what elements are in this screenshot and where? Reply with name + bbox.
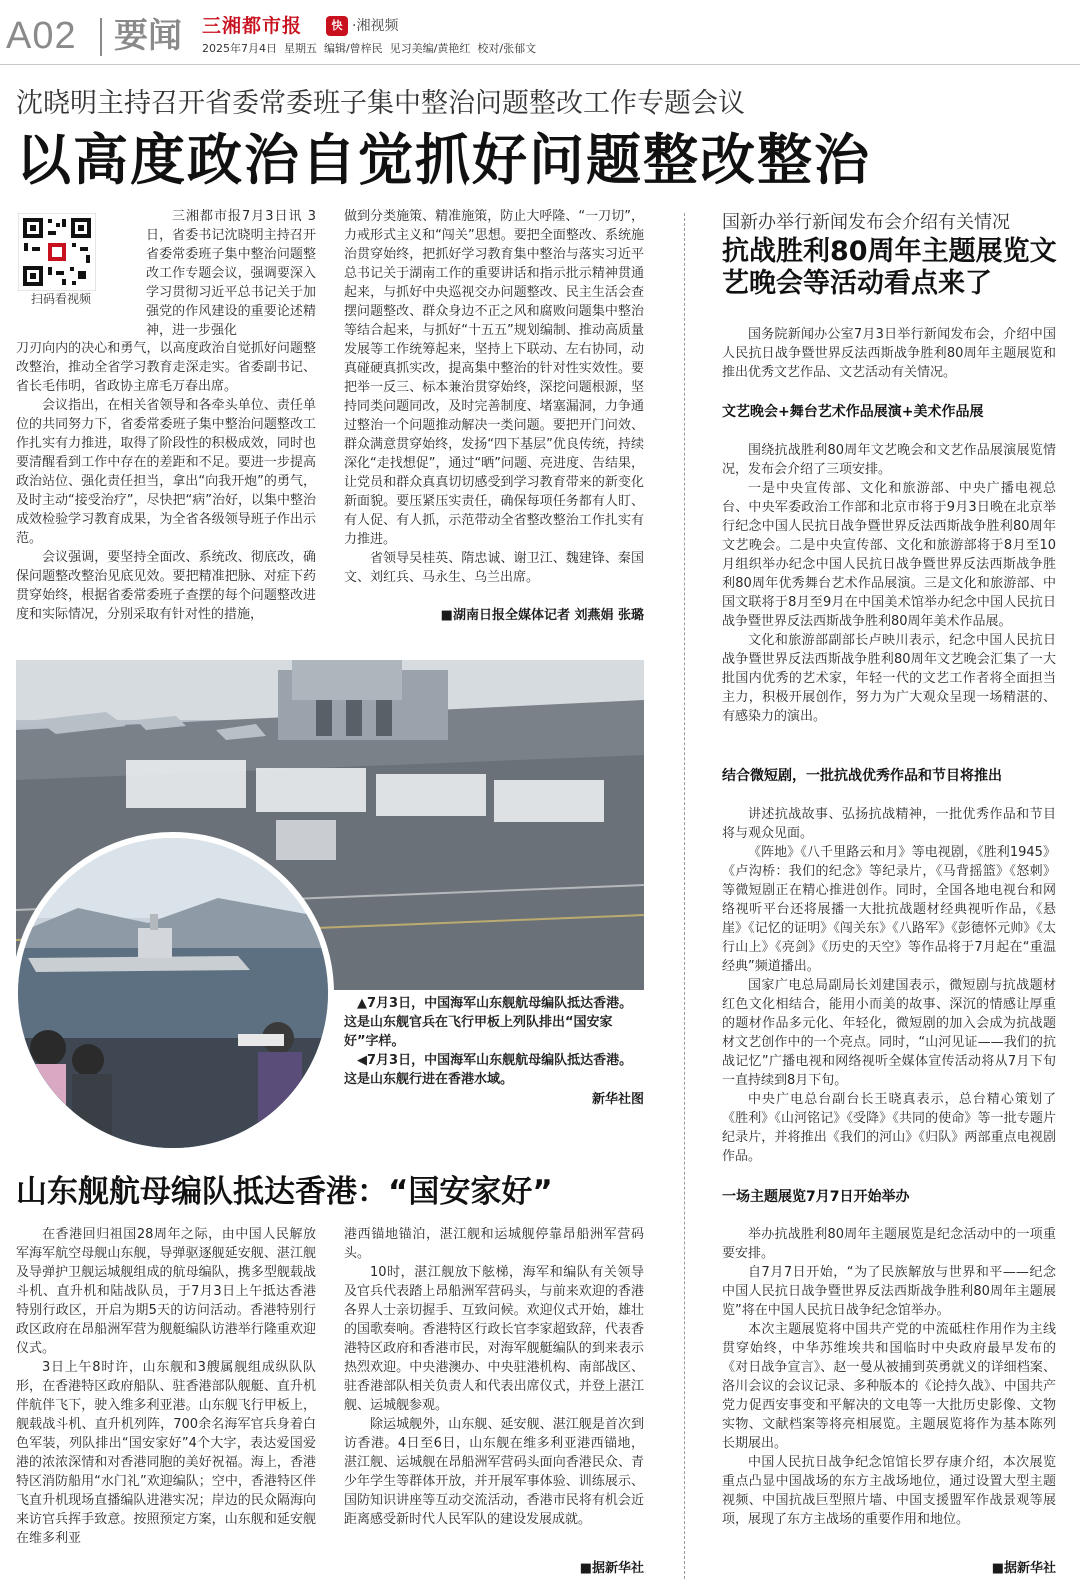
right-byline: ■据新华社 xyxy=(991,1561,1056,1576)
right-paragraph: 围绕抗战胜利80周年文艺晚会和文艺作品展演展览情况，发布会介绍了三项安排。 xyxy=(722,443,1056,477)
lead-intro-text: 三湘都市报7月3日讯 3日，省委书记沈晓明主持召开省委常委班子集中整治问题整改工作专题会议，强调要深入学习贯彻习近平总书记关于加强党的作风建设的重要论述精神，进一步强化 xyxy=(146,209,316,338)
story2-paragraph: 在香港回归祖国28周年之际，由中国人民解放军海军航空母舰山东舰，导弹驱逐舰延安舰、湛江舰及导弹护卫舰运城舰组成的航母编队，携多型舰载战斗机、直升机和陆战队员，于7月3日上午抵达香港特别行政区，开启为期5天的访问活动。香港特别行政区政府在昂船洲军营为舰艇编队访港举行隆重欢迎仪式。 xyxy=(16,1227,316,1356)
right-subhead-3: 一场主题展览7月7日开始举办 xyxy=(722,1189,910,1205)
lead-paragraph: 省领导吴桂英、隋忠诚、谢卫江、魏建锋、秦国文、刘红兵、马永生、乌兰出席。 xyxy=(344,551,644,585)
lead-intro xyxy=(146,207,316,339)
story2-column-2 xyxy=(344,1225,644,1560)
brand-badge-icon: 快 xyxy=(326,16,348,36)
lead-column-1 xyxy=(16,339,316,625)
right-paragraph: 国家广电总局副局长刘建国表示，微短剧与抗战题材红色文化相结合，能用小而美的故事、深沉的情感让厚重的题材作品多元化、年轻化，微短剧的加入会成为抗战题材文艺创作中的一个亮点。同时，“山河见证——我们的抗战记忆”广播电视和网络视听全媒体宣传活动将从7月下旬一直持续到8月下旬。 xyxy=(722,978,1056,1088)
photo-captions xyxy=(344,994,644,1089)
masthead-rule xyxy=(0,64,1080,65)
right-subhead-2: 结合微短剧，一批抗战优秀作品和节目将推出 xyxy=(722,768,1002,784)
right-paragraph: 举办抗战胜利80周年主题展览是纪念活动中的一项重要安排。 xyxy=(722,1227,1056,1261)
right-paragraph: 《阵地》《八千里路云和月》等电视剧，《胜利1945》《卢沟桥：我们的纪念》等纪录片，《马背摇篮》《怒刺》等微短剧正在精心推进创作。同时，全国各地电视台和网络视听平台还将展播一大批抗战题材经典视听作品，《悬崖》《记忆的证明》《闯关东》《八路军》《彭德怀元帅》《太行山上》《亮剑》《历史的天空》等作品将于7月起在“重温经典”频道播出。 xyxy=(722,845,1056,974)
masthead-meta: 2025年7月4日 星期五 编辑/曾梓民 见习美编/黄艳红 校对/张郁文 xyxy=(202,42,537,55)
lead-paragraph: 做到分类施策、精准施策，防止大呼隆、“一刀切”，力戒形式主义和“闯关”思想。要把全面整改、系统施治贯穿始终，把抓好学习教育集中整治与落实习近平总书记关于湖南工作的重要讲话和指示批示精神贯通起来，与抓好中央巡视交办问题整改、民主生活会查摆问题整改、群众身边不正之风和腐败问题集中整治等结合起来，与抓好“十五五”规划编制、推动高质量发展等工作统筹起来，坚持上下联动、左右协同，动真碰硬真抓实改，提高集中整治的针对性实效性。要把举一反三、标本兼治贯穿始终，深挖问题根源，坚持同类问题同改，及时完善制度、堵塞漏洞，力争通过整治一个问题推动解决一类问题。要把开门问效、群众满意贯穿始终，发扬“四下基层”优良传统，持续深化“走找想促”，通过“晒”问题、亮进度、告结果，让党员和群众真真切切感受到学习教育带来的新变化新面貌。要压紧压实责任，确保每项任务都有人盯、有人促、有人抓，示范带动全省整改整治工作扎实有力推进。 xyxy=(344,209,644,547)
right-subhead-1: 文艺晚会+舞台艺术作品展演+美术作品展 xyxy=(722,404,984,420)
story2-column-1 xyxy=(16,1225,316,1580)
right-paragraph: 讲述抗战故事、弘扬抗战精神，一批优秀作品和节目将与观众见面。 xyxy=(722,807,1056,841)
lead-kicker: 沈晓明主持召开省委常委班子集中整治问题整改工作专题会议 xyxy=(16,88,745,119)
story2-paragraph: 10时，湛江舰放下舷梯，海军和编队有关领导及官兵代表踏上昂船洲军营码头，与前来欢迎的香港各界人士亲切握手、互致问候。欢迎仪式开始，雄壮的国歌奏响。香港特区行政长官李家超致辞，代表香港特区政府和香港市民，对海军舰艇编队的到来表示热烈欢迎。中央港澳办、中央驻港机构、南部战区、驻香港部队相关负责人和代表出席仪式，并登上湛江舰、运城舰参观。 xyxy=(344,1265,644,1413)
right-intro-text: 国务院新闻办公室7月3日举行新闻发布会，介绍中国人民抗日战争暨世界反法西斯战争胜利80周年主题展览和推出优秀文艺作品、文艺活动有关情况。 xyxy=(722,327,1056,380)
right-headline: 抗战胜利80周年主题展览文艺晚会等活动看点来了 xyxy=(722,236,1057,299)
photo-credit: 新华社图 xyxy=(591,1092,644,1107)
lead-paragraph: 刀刃向内的决心和勇气，以高度政治自觉抓好问题整改整治，推动全省学习教育走深走实。省委副书记、省长毛伟明，省政协主席毛万春出席。 xyxy=(16,341,316,394)
story2-byline: ■据新华社 xyxy=(579,1561,644,1576)
section-name: 要闻 xyxy=(114,16,182,56)
lead-byline: ■湖南日报全媒体记者 刘燕娟 张璐 xyxy=(440,608,644,623)
carrier-harbor-photo xyxy=(12,832,334,1154)
lead-paragraph: 会议指出，在相关省领导和各牵头单位、责任单位的共同努力下，省委常委班子集中整治问题整改工作扎实有力推进，取得了阶段性的积极成效，同时也要清醒看到工作中存在的差距和不足。要进一步提高政治站位、强化责任担当，拿出“向我开炮”的勇气，及时主动“接受治疗”，尽快把“病”治好，以集中整治成效检验学习教育成果，为全省各级领导班子作出示范。 xyxy=(16,398,316,546)
lead-column-2 xyxy=(344,207,644,607)
lead-headline: 以高度政治自觉抓好问题整改整治 xyxy=(16,128,872,192)
column-divider xyxy=(684,213,685,1579)
right-paragraph: 自7月7日开始，“为了民族解放与世界和平——纪念中国人民抗日战争暨世界反法西斯战争胜利80周年主题展览”将在中国人民抗日战争纪念馆举办。 xyxy=(722,1265,1056,1318)
story2-headline: 山东舰航母编队抵达香港：“国安家好” xyxy=(16,1174,553,1210)
story2-paragraph: 除运城舰外，山东舰、延安舰、湛江舰是首次到访香港。4日至6日，山东舰在维多利亚港西锚地，湛江舰、运城舰在昂船洲军营码头面向香港民众、青少年学生等群体开放，并开展军事体验、训练展示、国防知识讲座等互动交流活动，香港市民将有机会近距离感受新时代人民军队的建设发展成就。 xyxy=(344,1417,644,1527)
right-kicker: 国新办举行新闻发布会介绍有关情况 xyxy=(722,212,1010,233)
right-paragraph: 文化和旅游部副部长卢映川表示，纪念中国人民抗日战争暨世界反法西斯战争胜利80周年文艺晚会汇集了一大批国内优秀的艺术家，年轻一代的文艺工作者将全面担当主力，积极开展创作，努力为广大观众呈现一场精湛的、有感染力的演出。 xyxy=(722,633,1056,724)
photo-caption-1: ▲7月3日，中国海军山东舰航母编队抵达香港。这是山东舰官兵在飞行甲板上列队排出“国安家好”字样。 xyxy=(344,996,633,1049)
story2-paragraph: 3日上午8时许，山东舰和3艘属舰组成纵队队形，在香港特区政府船队、驻香港部队舰艇、直升机伴航伴飞下，驶入维多利亚港。山东舰飞行甲板上，舰载战斗机、直升机列阵，700余名海军官兵身着白色军装，列队排出“国安家好”4个大字，表达爱国爱港的浓浓深情和对香港同胞的美好祝福。海上，香港特区消防船用“水门礼”欢迎编队；空中，香港特区伴飞直升机现场直播编队进港实况；岸边的民众隔海向来访官兵挥手致意。按照预定方案，山东舰和延安舰在维多利亚 xyxy=(16,1360,316,1546)
page-number: A02 xyxy=(6,15,77,57)
photo-caption-2: ◀7月3日，中国海军山东舰航母编队抵达香港。这是山东舰行进在香港水域。 xyxy=(344,1053,633,1087)
lead-paragraph: 会议强调，要坚持全面改、系统改、彻底改，确保问题整改整治见底见效。要把精准把脉、对症下药贯穿始终，根据省委常委班子查摆的每个问题整改进度和实际情况，分别采取有针对性的措施， xyxy=(16,550,316,622)
video-brand: ·湘视频 xyxy=(352,18,399,34)
qr-code-icon[interactable] xyxy=(18,213,96,291)
right-paragraph: 中国人民抗日战争纪念馆馆长罗存康介绍，本次展览重点凸显中国战场的东方主战场地位，通过设置大型主题视频、中国抗战巨型照片墙、中国支援盟军作战景观等展项，展现了东方主战场的重要作用和地位。 xyxy=(722,1455,1056,1527)
right-section-2 xyxy=(722,805,1056,1167)
right-paragraph: 本次主题展览将中国共产党的中流砥柱作用作为主线贯穿始终，中华苏维埃共和国临时中央政府最早发布的《对日战争宣言》、赵一曼从被捕到英勇就义的详细档案、洛川会议的会议记录、多种版本的《论持久战》、中国共产党力促西安事变和平解决的文电等一大批历史影像、文物实物、文献档案等将亮相展览。主题展览将作为基本陈列长期展出。 xyxy=(722,1322,1056,1451)
right-paragraph: 中央广电总台副台长王晓真表示，总台精心策划了《胜利》《山河铭记》《受降》《共同的使命》等一批专题片纪录片，并将推出《我们的河山》《归队》两部重点电视剧作品。 xyxy=(722,1092,1056,1164)
right-paragraph: 一是中央宣传部、文化和旅游部、中央广播电视总台、中央军委政治工作部和北京市将于9月3日晚在北京举行纪念中国人民抗日战争暨世界反法西斯战争胜利80周年文艺晚会。二是中央宣传部、文化和旅游部将于8月至10月组织举办纪念中国人民抗日战争暨世界反法西斯战争胜利80周年优秀舞台艺术作品展演。三是文化和旅游部、中国文联将于8月至9月在中国美术馆举办纪念中国人民抗日战争暨世界反法西斯战争胜利80周年美术作品展。 xyxy=(722,481,1056,629)
paper-logo: 三湘都市报 xyxy=(202,15,303,37)
masthead-divider xyxy=(100,18,102,56)
right-section-3 xyxy=(722,1225,1056,1560)
right-section-1 xyxy=(722,441,1056,761)
qr-caption: 扫码看视频 xyxy=(30,292,91,306)
right-intro xyxy=(722,325,1056,385)
story2-paragraph: 港西锚地锚泊，湛江舰和运城舰停靠昂船洲军营码头。 xyxy=(344,1227,644,1261)
